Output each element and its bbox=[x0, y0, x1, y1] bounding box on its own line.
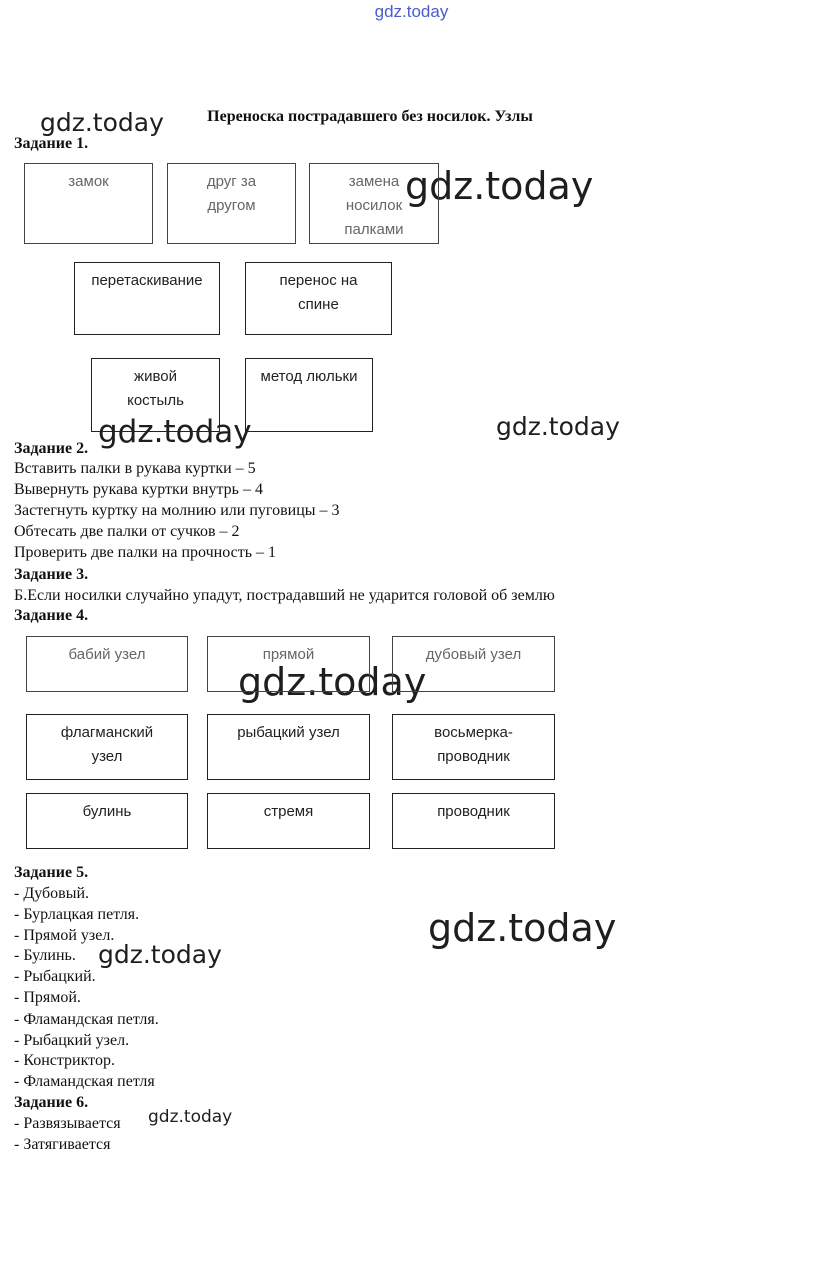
task3-line: Б.Если носилки случайно упадут, пострадавший не ударится головой об землю bbox=[14, 587, 555, 604]
task4-box: восьмерка-проводник bbox=[392, 714, 555, 780]
task3-heading: Задание 3. bbox=[14, 566, 89, 583]
watermark: gdz.today bbox=[238, 660, 427, 704]
task1-box: живой костыль bbox=[91, 358, 220, 432]
task2-heading: Задание 2. bbox=[14, 440, 89, 457]
task4-box: прямой bbox=[207, 636, 370, 692]
watermark: gdz.today bbox=[148, 1107, 233, 1127]
watermark: gdz.today bbox=[98, 414, 252, 450]
task2-line: Вставить палки в рукава куртки – 5 bbox=[14, 460, 256, 477]
task4-box: булинь bbox=[26, 793, 188, 849]
task5-line: - Рыбацкий узел. bbox=[14, 1032, 130, 1049]
task1-box: метод люльки bbox=[245, 358, 373, 432]
watermark: gdz.today bbox=[98, 940, 222, 969]
task1-box: замена носилок палками bbox=[309, 163, 439, 244]
task6-line: - Развязывается bbox=[14, 1115, 121, 1132]
watermark: gdz.today bbox=[428, 906, 617, 950]
task5-line: - Булинь. bbox=[14, 947, 76, 964]
task5-line: - Прямой узел. bbox=[14, 927, 115, 944]
task5-heading: Задание 5. bbox=[14, 864, 89, 881]
site-header-link[interactable]: gdz.today bbox=[374, 2, 449, 21]
task5-line: - Рыбацкий. bbox=[14, 968, 96, 985]
task4-box: стремя bbox=[207, 793, 370, 849]
task5-line: - Дубовый. bbox=[14, 885, 90, 902]
task4-box: проводник bbox=[392, 793, 555, 849]
task5-line: - Прямой. bbox=[14, 989, 81, 1006]
task4-box: рыбацкий узел bbox=[207, 714, 370, 780]
task1-box: перенос на спине bbox=[245, 262, 392, 335]
task2-line: Обтесать две палки от сучков – 2 bbox=[14, 523, 240, 540]
task6-line: - Затягивается bbox=[14, 1136, 111, 1153]
task5-line: - Констриктор. bbox=[14, 1052, 115, 1069]
task5-line: - Фламандская петля bbox=[14, 1073, 155, 1090]
task2-line: Вывернуть рукава куртки внутрь – 4 bbox=[14, 481, 263, 498]
task2-line: Проверить две палки на прочность – 1 bbox=[14, 544, 277, 561]
task5-line: - Бурлацкая петля. bbox=[14, 906, 140, 923]
task4-box: дубовый узел bbox=[392, 636, 555, 692]
task5-line: - Фламандская петля. bbox=[14, 1011, 159, 1028]
watermark: gdz.today bbox=[40, 108, 164, 137]
task1-box: друг за другом bbox=[167, 163, 296, 244]
task1-box: перетаскивание bbox=[74, 262, 220, 335]
watermark: gdz.today bbox=[496, 412, 620, 441]
task2-line: Застегнуть куртку на молнию или пуговицы – 3 bbox=[14, 502, 340, 519]
task1-heading: Задание 1. bbox=[14, 135, 89, 152]
task4-box: флагманский узел bbox=[26, 714, 188, 780]
task4-heading: Задание 4. bbox=[14, 607, 89, 624]
task4-box: бабий узел bbox=[26, 636, 188, 692]
watermark: gdz.today bbox=[405, 164, 594, 208]
page-title: Переноска пострадавшего без носилок. Узлы bbox=[207, 108, 533, 125]
task6-heading: Задание 6. bbox=[14, 1094, 89, 1111]
task1-box: замок bbox=[24, 163, 153, 244]
